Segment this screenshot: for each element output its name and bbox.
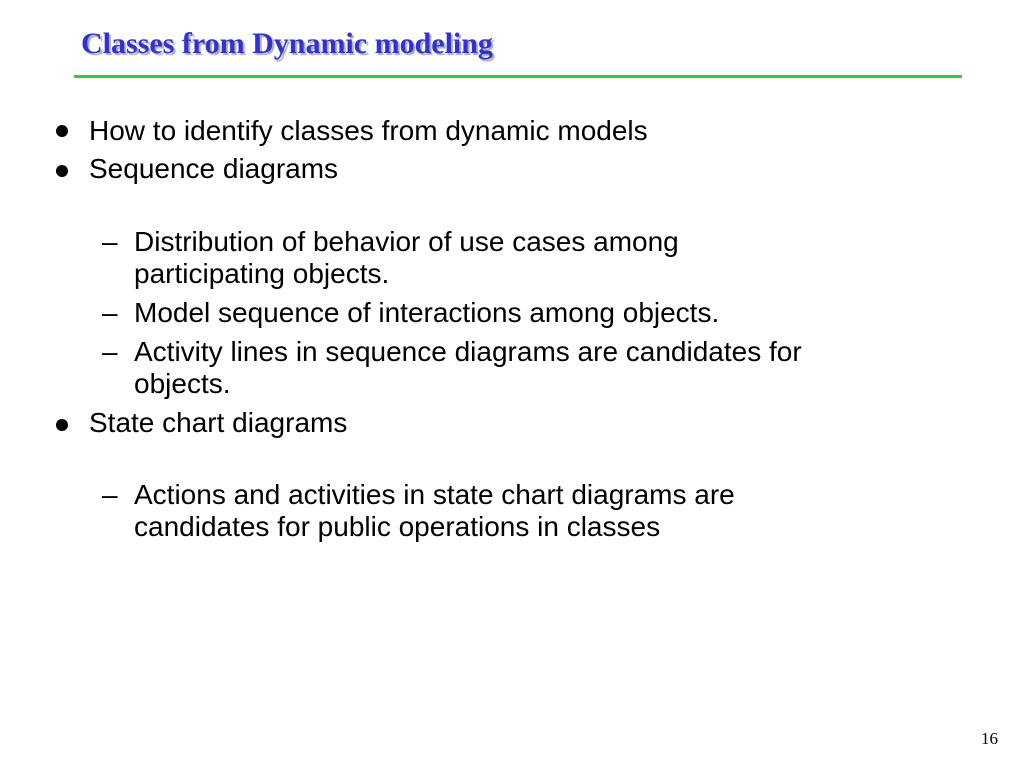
bullet-identify-classes: How to identify classes from dynamic models <box>89 115 648 146</box>
dash-marker: – <box>102 297 118 328</box>
bullet-sequence-diagrams: Sequence diagrams <box>89 153 339 184</box>
dash-marker: – <box>102 479 118 510</box>
subitem-distribution-line-2: participating objects. <box>134 258 390 289</box>
subitem-activity-lines-line-2: objects. <box>134 368 231 399</box>
dash-marker: – <box>102 336 118 367</box>
bullet-dot <box>56 419 68 431</box>
subitem-actions-activities-line-2: candidates for public operations in classes <box>134 511 661 542</box>
subitem-activity-lines-line-1: Activity lines in sequence diagrams are candidates for <box>134 336 802 367</box>
subitem-actions-activities-line-1: Actions and activities in state chart diagrams are <box>134 479 735 510</box>
title-underline <box>74 75 962 78</box>
dash-marker: – <box>102 226 118 257</box>
subitem-model-sequence: Model sequence of interactions among objects. <box>134 297 720 328</box>
page-number: 16 <box>981 729 998 748</box>
bullet-state-chart-diagrams: State chart diagrams <box>89 407 348 438</box>
bullet-dot <box>56 125 68 137</box>
slide-title: Classes from Dynamic modeling <box>81 27 493 60</box>
bullet-dot <box>56 165 68 177</box>
subitem-distribution-line-1: Distribution of behavior of use cases among <box>134 226 679 257</box>
